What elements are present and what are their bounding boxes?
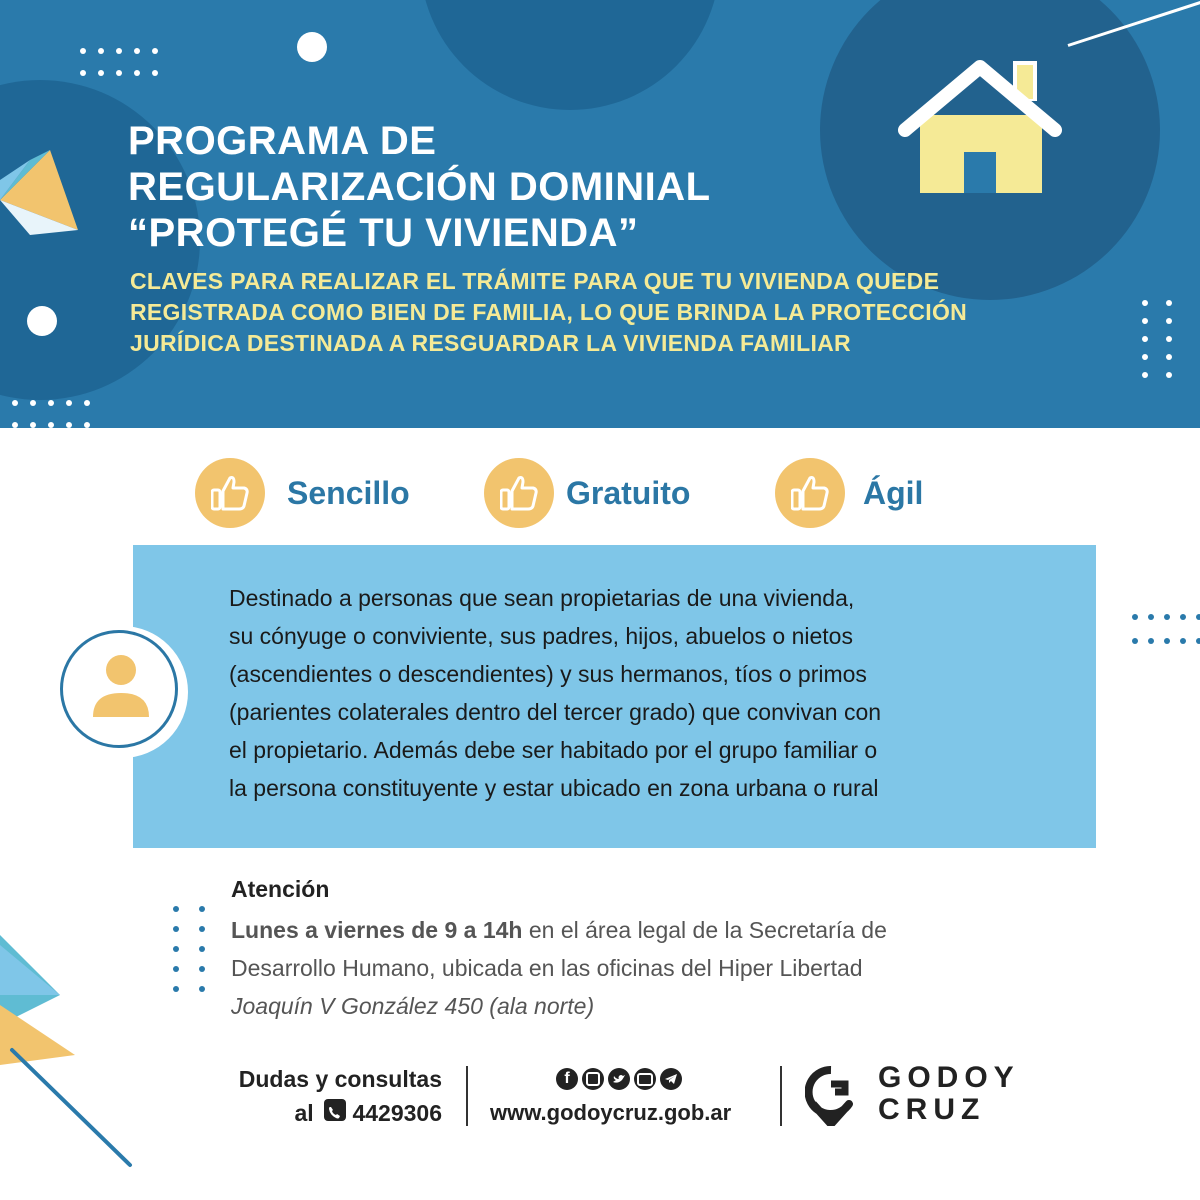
info-line: la persona constituyente y estar ubicado en zona urbana o rural (229, 775, 879, 801)
feature-sencillo (195, 458, 410, 528)
contact-block (160, 1062, 442, 1130)
info-line: Destinado a personas que sean propietarias de una vivienda, (229, 585, 855, 611)
decor-white-dot-left (27, 306, 57, 336)
feature-agil (775, 458, 923, 528)
logo-line-1: GODOY (878, 1061, 1020, 1094)
feature-label: Ágil (863, 474, 924, 511)
footer-divider-1 (466, 1066, 468, 1126)
decor-circle-top (420, 0, 720, 110)
contact-prefix: al (294, 1100, 314, 1126)
page-title (128, 118, 711, 256)
phone-icon (324, 1099, 346, 1121)
contact-line-1: Dudas y consultas (238, 1066, 442, 1092)
feature-gratuito (484, 458, 690, 528)
dot-grid-bottom-left (12, 400, 92, 428)
telegram-icon[interactable] (660, 1068, 682, 1090)
dot-grid-right (1142, 300, 1182, 390)
attention-schedule: Lunes a viernes de 9 a 14h (231, 917, 523, 943)
phone-number[interactable]: 4429306 (352, 1100, 442, 1126)
thumbs-up-icon (484, 458, 554, 528)
info-line: su cónyuge o conviviente, sus padres, hijos, abuelos o nietos (229, 623, 853, 649)
subtitle-line-1: CLAVES PARA REALIZAR EL TRÁMITE PARA QUE TU VIVIENDA QUEDE (130, 268, 940, 294)
info-line: (ascendientes o descendientes) y sus hermanos, tíos o primos (229, 661, 867, 687)
contact-line-2 (160, 1096, 442, 1130)
youtube-icon[interactable] (634, 1068, 656, 1090)
user-icon (60, 630, 178, 748)
attention-address: Joaquín V González 450 (ala norte) (231, 993, 595, 1019)
instagram-icon[interactable] (582, 1068, 604, 1090)
dot-grid-attention (173, 906, 209, 996)
footer-divider-2 (780, 1066, 782, 1126)
info-text (229, 579, 1079, 807)
thumbs-up-icon (775, 458, 845, 528)
godoy-cruz-logo-icon (805, 1066, 857, 1126)
title-line-3: “PROTEGÉ TU VIVIENDA” (128, 211, 639, 255)
subtitle-line-2: REGISTRADA COMO BIEN DE FAMILIA, LO QUE BRINDA LA PROTECCIÓN (130, 299, 968, 325)
paper-plane-decor-bottom (0, 935, 140, 1175)
facebook-icon[interactable]: f (556, 1068, 578, 1090)
attention-title: Atención (231, 876, 330, 902)
header-banner (0, 0, 1200, 428)
logo-line-2: CRUZ (878, 1093, 986, 1126)
attention-body (231, 911, 1131, 987)
feature-label: Sencillo (287, 474, 410, 511)
info-line: el propietario. Además debe ser habitado por el grupo familiar o (229, 737, 878, 763)
attention-line1-rest: en el área legal de la Secretaría de (522, 917, 887, 943)
info-line: (parientes colaterales dentro del tercer grado) que convivan con (229, 699, 882, 725)
social-icons (556, 1068, 682, 1090)
title-line-2: REGULARIZACIÓN DOMINIAL (128, 165, 711, 209)
twitter-icon[interactable] (608, 1068, 630, 1090)
page-subtitle (130, 266, 1130, 359)
subtitle-line-3: JURÍDICA DESTINADA A RESGUARDAR LA VIVIENDA FAMILIAR (130, 330, 851, 356)
thumbs-up-icon (195, 458, 265, 528)
website-link[interactable]: www.godoycruz.gob.ar (490, 1100, 732, 1125)
feature-label: Gratuito (566, 474, 691, 511)
paper-plane-decor (0, 150, 80, 245)
dot-grid-top-left (80, 48, 160, 78)
godoy-cruz-logo-text (878, 1062, 1020, 1126)
attention-line2: Desarrollo Humano, ubicada en las oficinas del Hiper Libertad (231, 955, 863, 981)
house-icon (895, 55, 1070, 200)
decor-white-dot-top (297, 32, 327, 62)
title-line-1: PROGRAMA DE (128, 119, 437, 163)
dot-grid-mid-right (1132, 614, 1200, 644)
